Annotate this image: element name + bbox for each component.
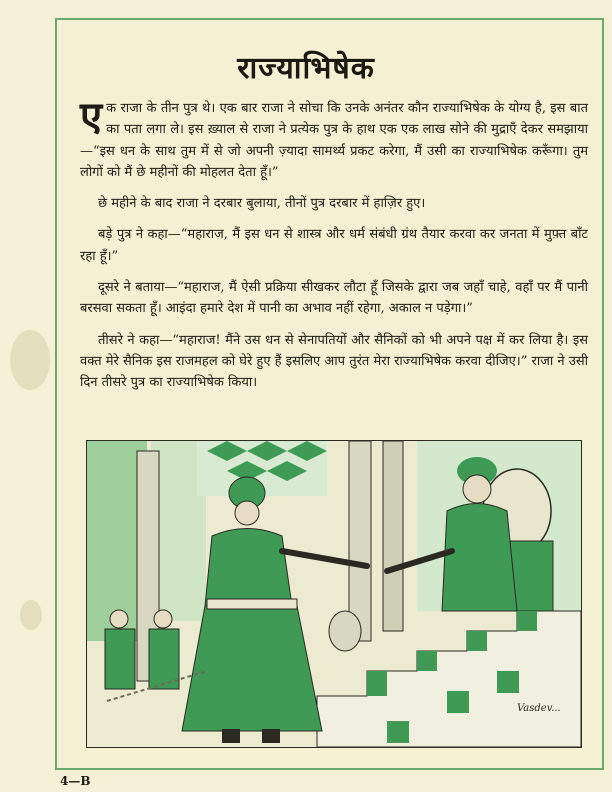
artist-signature: Vasdev...	[517, 703, 561, 714]
paragraph-2: छे महीने के बाद राजा ने दरबार बुलाया, तीनों पुत्र दरबार में हाज़िर हुए।	[98, 196, 426, 212]
page-number: 4—B	[60, 774, 91, 788]
page-title: राज्याभिषेक	[237, 51, 375, 86]
paragraph-3: बड़े पुत्र ने कहा—“महाराज, मैं इस धन से शास्त्र और धर्म संबंधी ग्रंथ तैयार करवा कर जनता में मुफ़्त बाँट रहा हूँ।”	[80, 227, 588, 264]
urn	[329, 611, 361, 651]
story-text	[80, 93, 588, 404]
paragraph-4: दूसरे ने बताया—“महाराज, मैं ऐसी प्रक्रिया सीखकर लौटा हूँ जिसके द्वारा जब जहाँ चाहे, वहाँ पर मैं पानी बरसवा सकता हूँ। आइंदा हमारे देश में पानी का अभाव नहीं रहेगा, अकाल न पड़ेगा।”	[80, 280, 588, 317]
pillar-center	[349, 441, 371, 641]
story-illustration	[86, 440, 582, 748]
dropcap: ए	[80, 93, 103, 140]
paragraph-1: एक राजा के तीन पुत्र थे। एक बार राजा ने सोचा कि उनके अनंतर कौन राज्याभिषेक के योग्य है, इस बात का पता लगा ले। इस ख़्याल से राजा ने प्रत्येक पुत्र के हाथ एक एक लाख सोने की मुद्राएँ देकर समझाया—“इस धन के साथ तुम में से जो अपनी ज़्यादा सामर्थ्य प्रकट करेगा, मैं उसी का राज्याभिषेक करूँगा। तुम लोगों को मैं छे महीनों की मोहलत देता हूँ।”	[80, 93, 588, 180]
court-scene-drawing	[87, 441, 581, 747]
paragraph-5: तीसरे ने कहा—“महाराज! मैंने उस धन से सेनापतियों और सैनिकों को भी अपने पक्ष में कर लिया है। इस वक्त मेरे सैनिक इस राजमहल को घेरे हुए हैं इसलिए आप तुरंत मेरा राज्याभिषेक करवा दीजिए।” राजा ने उसी दिन तीसरे पुत्र का राज्याभिषेक किया।	[80, 332, 588, 391]
